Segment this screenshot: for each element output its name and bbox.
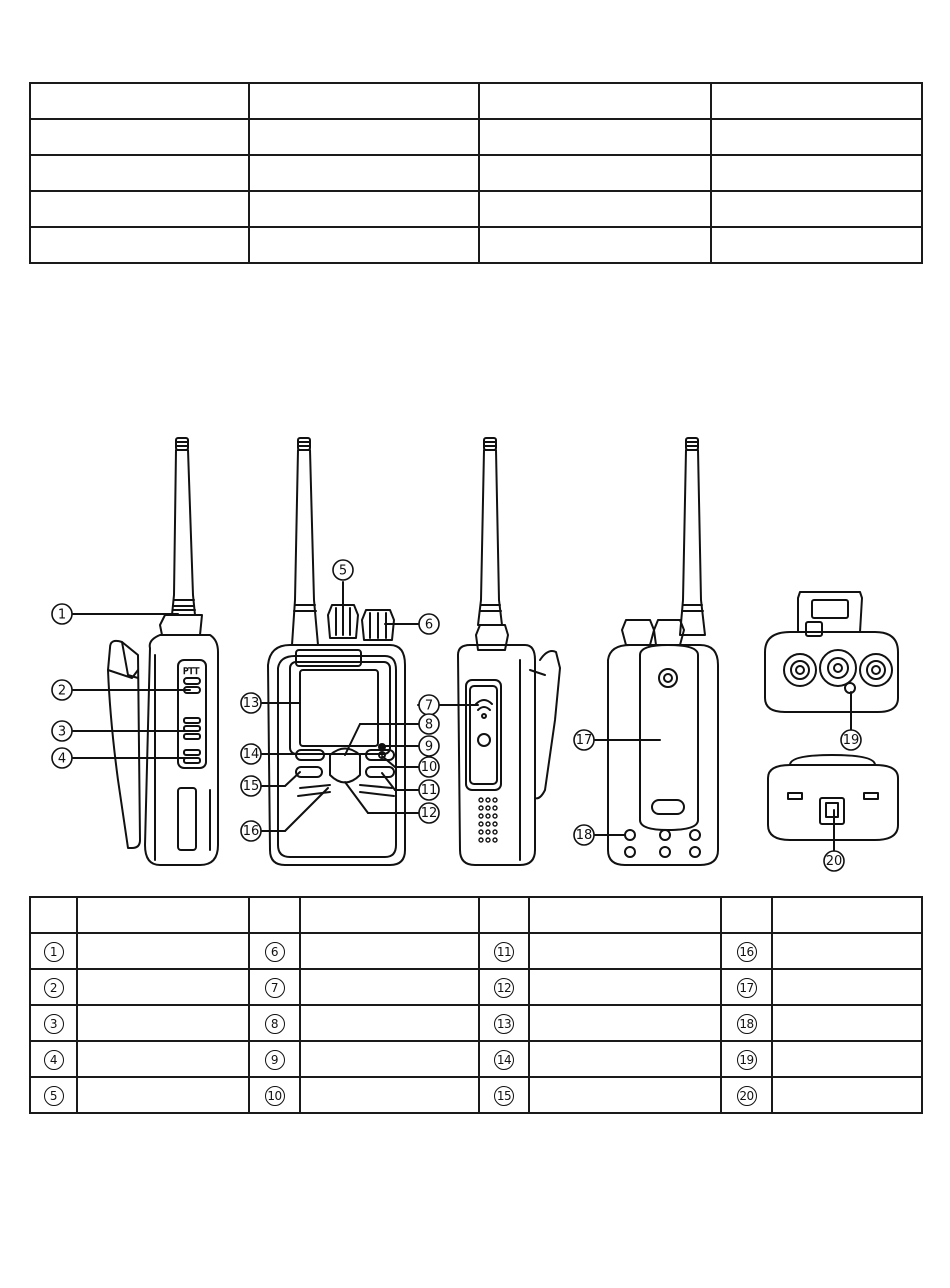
part-number-cell [30, 1041, 77, 1077]
callout-18 [574, 825, 594, 845]
part-number: 2 [44, 978, 64, 998]
part-label [529, 1005, 721, 1041]
part-number: 3 [44, 1014, 64, 1034]
svg-text:PTT: PTT [183, 667, 200, 677]
header-cell [30, 897, 77, 933]
spec-table-row [30, 119, 922, 155]
part-number-cell [721, 933, 772, 969]
spec-cell [711, 155, 922, 191]
part-label [77, 1077, 249, 1113]
spec-table-row [30, 227, 922, 263]
callout-11-label: 11 [420, 783, 438, 798]
part-number-cell [721, 969, 772, 1005]
callout-9-label: 9 [424, 739, 434, 755]
part-number: 5 [44, 1086, 64, 1106]
part-label [529, 1041, 721, 1077]
part-label [772, 1077, 922, 1113]
part-label [77, 969, 249, 1005]
callout-20 [824, 851, 844, 871]
part-label [529, 1077, 721, 1113]
spec-cell [30, 155, 249, 191]
spec-cell [30, 119, 249, 155]
callout-10-label: 10 [420, 760, 438, 775]
part-number: 16 [737, 942, 757, 962]
spec-cell [479, 155, 711, 191]
table-row [30, 933, 922, 969]
part-number-cell [479, 1077, 529, 1113]
callout-3-label: 3 [57, 724, 67, 740]
callout-2 [52, 680, 72, 700]
part-number-cell [249, 1077, 300, 1113]
part-number: 18 [737, 1014, 757, 1034]
part-label [300, 1005, 479, 1041]
part-number-cell [721, 1077, 772, 1113]
part-number: 1 [44, 942, 64, 962]
part-number-cell [249, 1041, 300, 1077]
part-number: 17 [737, 978, 757, 998]
table-row [30, 1041, 922, 1077]
part-label [772, 1041, 922, 1077]
callout-12-label: 12 [420, 806, 438, 821]
spec-cell [711, 119, 922, 155]
part-number: 12 [494, 978, 514, 998]
part-number-cell [249, 969, 300, 1005]
header-cell [77, 897, 249, 933]
part-number: 9 [265, 1050, 285, 1070]
callout-13-label: 13 [242, 696, 260, 711]
callout-4-label: 4 [57, 751, 67, 767]
header-cell [529, 897, 721, 933]
callout-6 [419, 614, 439, 634]
radio-top-view [765, 592, 898, 712]
spec-cell [249, 155, 479, 191]
part-label [529, 969, 721, 1005]
radio-front-view [268, 438, 405, 865]
callout-11 [419, 780, 439, 800]
callout-4 [52, 748, 72, 768]
part-label [300, 1077, 479, 1113]
callout-20-label: 20 [825, 854, 843, 869]
table-row [30, 969, 922, 1005]
spec-cell [479, 191, 711, 227]
callout-14-label: 14 [242, 747, 260, 762]
part-number-cell [30, 1077, 77, 1113]
part-number-cell [249, 933, 300, 969]
part-label [77, 933, 249, 969]
callout-14 [241, 744, 261, 764]
spec-cell [30, 83, 249, 119]
callout-17 [574, 730, 594, 750]
header-cell [721, 897, 772, 933]
part-label [77, 1041, 249, 1077]
part-number: 11 [494, 942, 514, 962]
part-label [300, 969, 479, 1005]
part-number: 19 [737, 1050, 757, 1070]
callout-10 [419, 757, 439, 777]
parts-table-header [30, 897, 922, 933]
part-label [300, 933, 479, 969]
part-number: 14 [494, 1050, 514, 1070]
spec-cell [249, 83, 479, 119]
callout-19 [841, 730, 861, 750]
header-cell [300, 897, 479, 933]
spec-table [29, 82, 923, 264]
part-number-cell [721, 1041, 772, 1077]
callout-7-label: 7 [424, 698, 434, 714]
part-label [772, 1005, 922, 1041]
part-label [772, 969, 922, 1005]
table-row [30, 1077, 922, 1113]
part-number-cell [721, 1005, 772, 1041]
callout-9 [419, 736, 439, 756]
header-cell [249, 897, 300, 933]
spec-cell [30, 191, 249, 227]
part-number-cell [249, 1005, 300, 1041]
callout-8 [419, 714, 439, 734]
callout-6-label: 6 [424, 617, 434, 633]
callout-8-label: 8 [424, 717, 434, 733]
spec-cell [249, 119, 479, 155]
part-number: 10 [265, 1086, 285, 1106]
callout-18-label: 18 [575, 828, 593, 843]
callout-16-label: 16 [242, 824, 260, 839]
header-cell [479, 897, 529, 933]
spec-cell [711, 83, 922, 119]
callout-13 [241, 693, 261, 713]
callout-1-label: 1 [57, 607, 67, 623]
callout-19-label: 19 [842, 733, 860, 748]
part-label [529, 933, 721, 969]
callout-5 [333, 560, 353, 580]
radio-parts-illustration [0, 420, 950, 890]
spec-table-row [30, 83, 922, 119]
spec-cell [711, 191, 922, 227]
callout-17-label: 17 [575, 733, 593, 748]
part-number-cell [479, 1005, 529, 1041]
spec-cell [711, 227, 922, 263]
spec-cell [479, 119, 711, 155]
part-number: 13 [494, 1014, 514, 1034]
part-number: 6 [265, 942, 285, 962]
callout-1 [52, 604, 72, 624]
part-number-cell [479, 969, 529, 1005]
part-number-cell [479, 1041, 529, 1077]
part-number: 7 [265, 978, 285, 998]
radio-side-view-left [108, 438, 218, 865]
radio-side-view-right [458, 438, 560, 865]
callout-12 [419, 803, 439, 823]
spec-cell [30, 227, 249, 263]
part-number-cell [30, 933, 77, 969]
part-number: 4 [44, 1050, 64, 1070]
part-number: 20 [737, 1086, 757, 1106]
callout-5-label: 5 [338, 563, 348, 579]
part-number: 15 [494, 1086, 514, 1106]
part-label [772, 933, 922, 969]
callout-2-label: 2 [57, 683, 67, 699]
callout-7 [419, 695, 439, 715]
part-number-cell [30, 1005, 77, 1041]
header-cell [772, 897, 922, 933]
callout-15-label: 15 [242, 779, 260, 794]
part-number-cell [30, 969, 77, 1005]
part-label [77, 1005, 249, 1041]
spec-table-row [30, 191, 922, 227]
spec-cell [249, 227, 479, 263]
radio-back-view [608, 438, 718, 865]
spec-cell [249, 191, 479, 227]
part-label [300, 1041, 479, 1077]
callout-15 [241, 776, 261, 796]
spec-table-row [30, 155, 922, 191]
callout-3 [52, 721, 72, 741]
part-number-cell [479, 933, 529, 969]
callout-16 [241, 821, 261, 841]
parts-legend-table [29, 896, 923, 1114]
part-number: 8 [265, 1014, 285, 1034]
table-row [30, 1005, 922, 1041]
spec-cell [479, 83, 711, 119]
spec-cell [479, 227, 711, 263]
